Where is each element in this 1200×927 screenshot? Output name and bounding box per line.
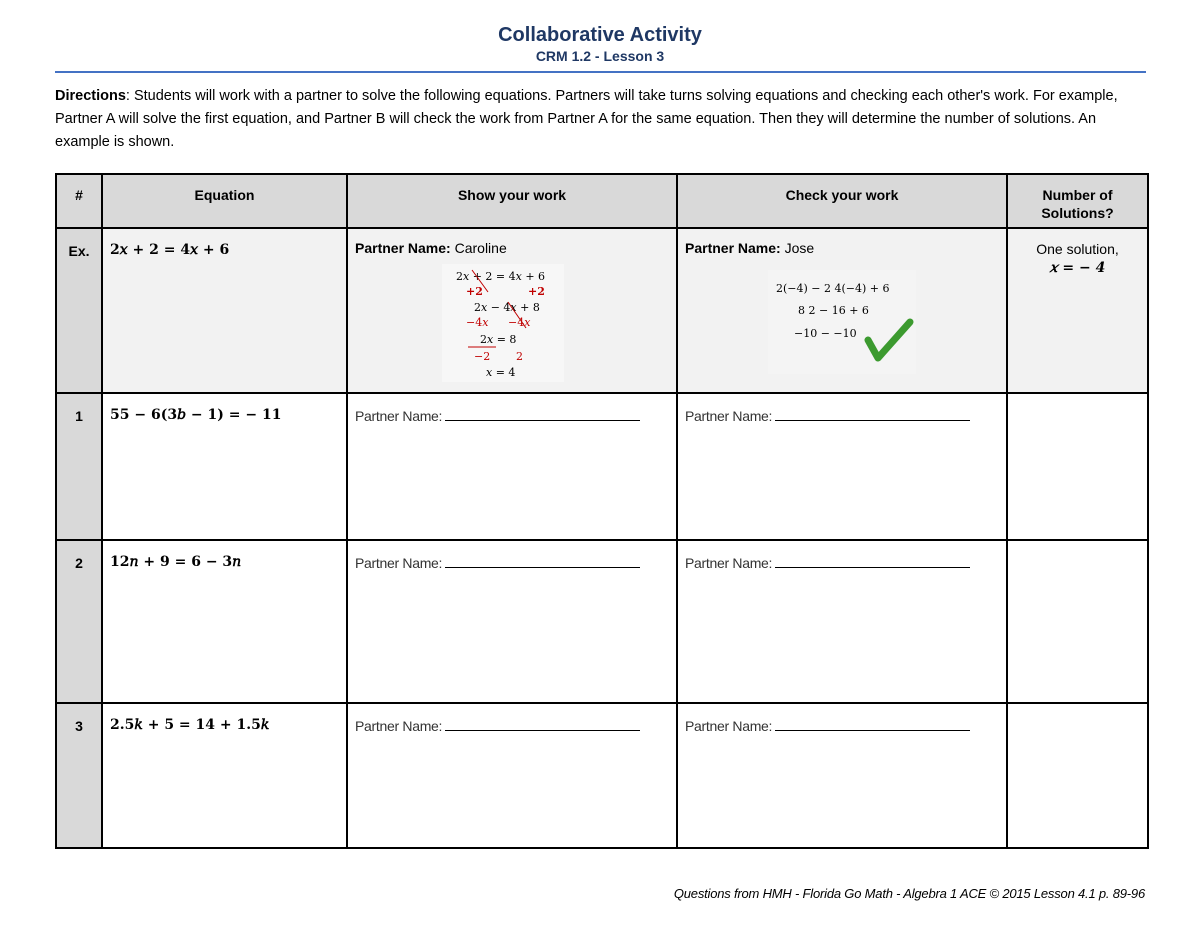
page-title: Collaborative Activity: [498, 24, 702, 46]
table-header-row: [56, 174, 1148, 228]
solutions-cell[interactable]: [1007, 540, 1148, 703]
equation-cell: 12𝑛 + 9 = 6 − 3𝑛: [102, 540, 347, 703]
activity-table: [55, 173, 1149, 849]
check-line-2: 8 2 − 16 + 6: [798, 304, 869, 317]
work-line-2a: +2: [466, 285, 483, 298]
partner-name-label: Partner Name:: [685, 408, 773, 424]
partner-name-label: Partner Name:: [355, 240, 451, 256]
check-line-3: −10 − −10: [794, 327, 857, 340]
work-line-4b: −4𝑥: [508, 316, 531, 329]
show-work-cell[interactable]: [347, 540, 677, 703]
partner-name-value: Jose: [784, 240, 815, 256]
partner-name-label: Partner Name:: [355, 718, 443, 734]
show-work-cell[interactable]: [347, 393, 677, 540]
equation-cell: 2𝑥 + 2 = 4𝑥 + 6: [102, 228, 347, 393]
show-work-cell: [347, 228, 677, 393]
directions: [55, 85, 1146, 154]
solutions-cell[interactable]: [1007, 393, 1148, 540]
work-line-6b: 2: [516, 350, 523, 363]
table-row: [56, 540, 1148, 703]
show-work-cell[interactable]: [347, 703, 677, 848]
example-row: [56, 228, 1148, 393]
solution-text: One solution,: [1036, 241, 1119, 257]
work-line-7: 𝑥 = 4: [486, 366, 516, 379]
partner-name-blank[interactable]: [775, 717, 970, 731]
work-line-5: 2𝑥 = 8: [480, 333, 517, 346]
row-number: 3: [56, 703, 102, 848]
partner-name-value: Caroline: [454, 240, 507, 256]
header-equation: Equation: [102, 174, 347, 228]
partner-name-label: Partner Name:: [355, 555, 443, 571]
header-show-work: Show your work: [347, 174, 677, 228]
check-line-1: 2(−4) − 2 4(−4) + 6: [776, 282, 890, 295]
work-line-6a: −2: [474, 350, 491, 363]
header-solutions: Number of Solutions?: [1007, 174, 1148, 228]
row-number: 2: [56, 540, 102, 703]
header-divider: [55, 71, 1146, 73]
page-header: [0, 22, 1200, 64]
table-row: [56, 703, 1148, 848]
header-check-work: Check your work: [677, 174, 1007, 228]
check-work-cell[interactable]: [677, 540, 1007, 703]
directions-text: : Students will work with a partner to solve the following equations. Partners will take turns solving equations and checking each other's work. For example, Partner A will solve the first equation, and Partner B will check the work from Partner A for the same equation. Then they will determine the number of solutions. An example is shown.: [55, 88, 1118, 150]
partner-name-blank[interactable]: [445, 717, 640, 731]
partner-name-label: Partner Name:: [685, 718, 773, 734]
equation-cell: 2.5𝑘 + 5 = 14 + 1.5𝑘: [102, 703, 347, 848]
solutions-cell[interactable]: [1007, 703, 1148, 848]
solution-math: 𝑥 = − 4: [1049, 260, 1106, 276]
partner-name-blank[interactable]: [775, 554, 970, 568]
partner-name-label: Partner Name:: [355, 408, 443, 424]
work-line-3: 2𝑥 − 4𝑥 + 8: [474, 301, 540, 314]
work-line-2b: +2: [528, 285, 545, 298]
check-work-cell: [677, 228, 1007, 393]
table-row: [56, 393, 1148, 540]
check-work-cell[interactable]: [677, 393, 1007, 540]
work-line-1: 2𝑥 + 2 = 4𝑥 + 6: [456, 270, 546, 283]
row-number: 1: [56, 393, 102, 540]
partner-name-label: Partner Name:: [685, 555, 773, 571]
partner-name-label: Partner Name:: [685, 240, 781, 256]
page-subtitle: CRM 1.2 - Lesson 3: [535, 48, 665, 64]
partner-name-blank[interactable]: [775, 407, 970, 421]
solutions-cell: [1007, 228, 1148, 393]
check-work-image: [678, 270, 998, 380]
row-number: Ex.: [56, 228, 102, 393]
footer-citation: Questions from HMH - Florida Go Math - Algebra 1 ACE © 2015 Lesson 4.1 p. 89-96: [673, 886, 1145, 901]
equation-cell: 55 − 6(3𝑏 − 1) = − 11: [102, 393, 347, 540]
check-work-cell[interactable]: [677, 703, 1007, 848]
work-line-4a: −4𝑥: [466, 316, 489, 329]
partner-name-blank[interactable]: [445, 407, 640, 421]
directions-label: Directions: [55, 88, 126, 104]
partner-name-blank[interactable]: [445, 554, 640, 568]
handwritten-solution-image: [348, 262, 668, 382]
header-num: #: [56, 174, 102, 228]
